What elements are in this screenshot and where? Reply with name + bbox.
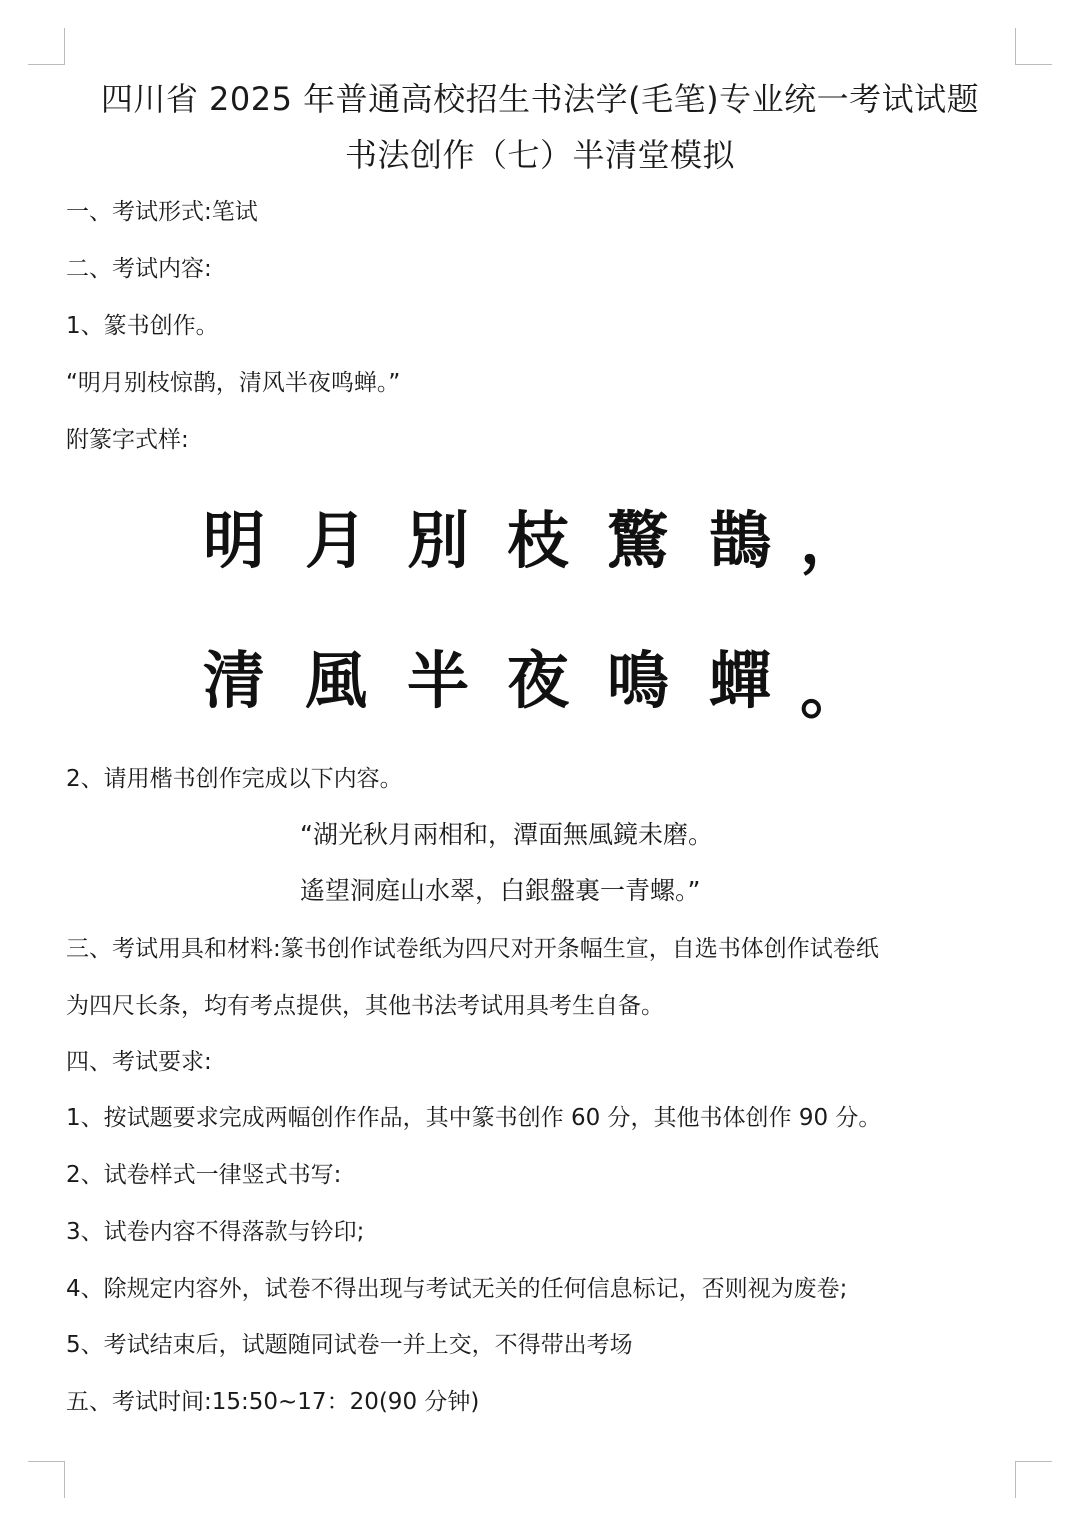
seal-punctuation: ， [800,504,863,577]
page-corner-mark [28,28,65,65]
section-requirements: 四、考试要求: [66,1049,212,1075]
seal-character: 驚 [607,504,670,577]
seal-character: 半 [407,644,470,717]
requirement-item: 2、试卷样式一律竖式书写: [66,1162,342,1188]
seal-punctuation: 。 [800,654,863,727]
document-title: 四川省 2025 年普通高校招生书法学(毛笔)专业统一考试试题 [100,80,980,118]
seal-character: 清 [203,644,266,717]
seal-character: 枝 [507,504,570,577]
seal-character: 別 [407,504,470,577]
seal-sample-label: 附篆字式样: [66,427,189,453]
section-exam-format: 一、考试形式:笔试 [66,199,258,225]
requirement-item: 4、除规定内容外，试卷不得出现与考试无关的任何信息标记，否则视为废卷; [66,1276,848,1302]
requirement-item: 5、考试结束后，试题随同试卷一并上交，不得带出考场 [66,1332,633,1358]
quote-seal-text: “明月别枝惊鹊，清风半夜鸣蝉。” [66,370,401,396]
seal-character: 風 [305,644,368,717]
poem-line: “湖光秋月兩相和，潭面無風鏡未磨。 [300,820,713,849]
section-tools-materials: 三、考试用具和材料:篆书创作试卷纸为四尺对开条幅生宣，自选书体创作试卷纸 [66,936,879,962]
requirement-item: 3、试卷内容不得落款与钤印; [66,1219,365,1245]
page-corner-mark [1015,1461,1052,1498]
document-subtitle: 书法创作（七）半清堂模拟 [344,136,735,174]
poem-line: 遙望洞庭山水翠，白銀盤裏一青螺。” [300,876,701,905]
section-exam-content: 二、考试内容: [66,256,212,282]
seal-character: 夜 [507,644,570,717]
requirement-item: 1、按试题要求完成两幅创作作品，其中篆书创作 60 分，其他书体创作 90 分。 [66,1105,882,1131]
seal-character: 明 [203,504,266,577]
seal-character: 鵲 [709,504,772,577]
seal-character: 鳴 [607,644,670,717]
section-tools-materials-cont: 为四尺长条，均有考点提供，其他书法考试用具考生自备。 [66,993,664,1019]
seal-character: 蟬 [709,644,772,717]
item-regular-script: 2、请用楷书创作完成以下内容。 [66,766,403,792]
page-corner-mark [1015,28,1052,65]
section-exam-time: 五、考试时间:15:50~17：20(90 分钟) [66,1389,480,1415]
item-seal-script: 1、篆书创作。 [66,313,219,339]
page-corner-mark [28,1461,65,1498]
seal-character: 月 [305,504,368,577]
